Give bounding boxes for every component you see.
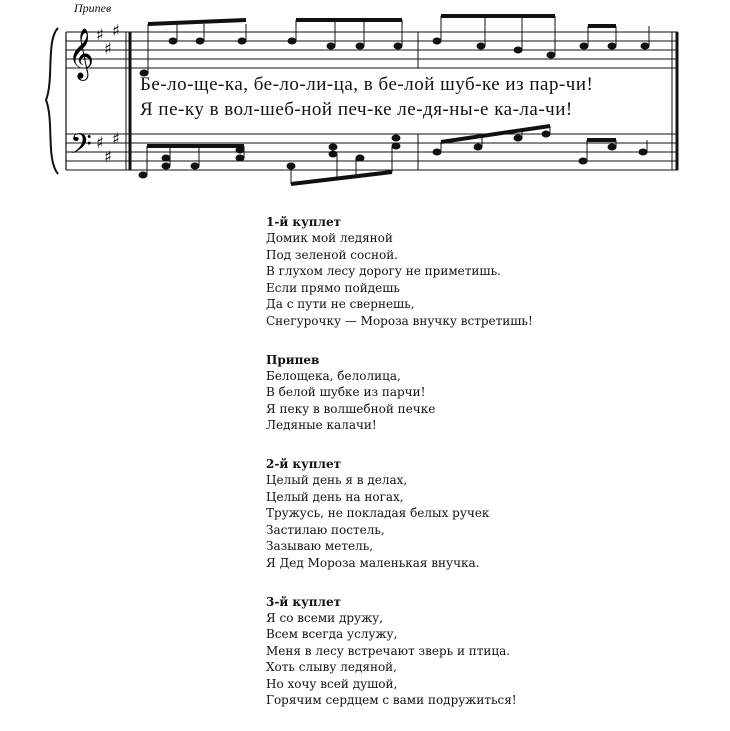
stanza-verse-3	[266, 594, 696, 710]
stanza-line: Под зеленой сосной.	[266, 247, 398, 262]
music-score	[0, 0, 730, 200]
song-text	[266, 214, 696, 731]
stanza-title: Припев	[266, 352, 320, 367]
stanza-line: Всем всегда услужу,	[266, 627, 398, 642]
bass-clef-icon: 𝄢	[70, 128, 92, 168]
bass-notes	[139, 126, 647, 184]
stanza-refrain	[266, 352, 696, 434]
lyrics-line-1: Бе-ло-ще-ка, бе-ло-ли-ца, в бе-лой шуб-ке из пар-чи!	[140, 74, 594, 95]
key-signature-icon	[96, 21, 120, 166]
stanza-line: Зазываю метель,	[266, 539, 374, 554]
treble-staff	[66, 32, 678, 68]
stanza-line: Меня в лесу встречают зверь и птица.	[266, 643, 511, 658]
stanza-line: Белощека, белолица,	[266, 368, 401, 383]
stanza-title: 2-й куплет	[266, 456, 342, 471]
svg-text:♯: ♯	[96, 133, 104, 152]
stanza-line: Я со всеми дружу,	[266, 610, 384, 625]
stanza-line: Домик мой ледяной	[266, 231, 393, 245]
treble-clef-icon: 𝄞	[68, 28, 95, 79]
stanza-line: Целый день я в делах,	[266, 472, 408, 487]
stanza-line: Я Дед Мороза маленькая внучка.	[266, 555, 480, 570]
lyrics-line-2: Я пе-ку в вол-шеб-ной печ-ке ле-дя-ны-е ка-ла-чи!	[140, 99, 573, 120]
grand-staff-brace	[46, 28, 58, 174]
svg-text:♯: ♯	[104, 39, 112, 58]
svg-text:♯: ♯	[112, 129, 120, 148]
stanza-line: Горячим сердцем с вами подружиться!	[266, 693, 517, 708]
stanza-line: Да с пути не свернешь,	[266, 297, 415, 312]
svg-text:♯: ♯	[112, 21, 120, 40]
stanza-line: Целый день на ногах,	[266, 489, 404, 504]
svg-text:♯: ♯	[96, 25, 104, 44]
stanza-line: Но хочу всей душой,	[266, 676, 398, 691]
stanza-verse-1	[266, 214, 696, 330]
stanza-line: Я пеку в волшебной печке	[266, 401, 436, 416]
svg-text:♯: ♯	[104, 147, 112, 166]
stanza-line: Если прямо пойдешь	[266, 280, 400, 295]
stanza-title: 1-й куплет	[266, 215, 342, 229]
refrain-label: Припев	[74, 1, 112, 15]
stanza-line: Тружусь, не покладая белых ручек	[266, 506, 490, 521]
stanza-line: Снегурочку — Мороза внучку встретишь!	[266, 313, 533, 328]
treble-notes	[140, 16, 649, 76]
stanza-line: Застилаю постель,	[266, 522, 385, 537]
stanza-verse-2	[266, 456, 696, 572]
bass-staff	[66, 134, 678, 170]
stanza-line: В глухом лесу дорогу не приметишь.	[266, 264, 501, 279]
stanza-line: В белой шубке из парчи!	[266, 385, 426, 400]
stanza-line: Ледяные калачи!	[266, 418, 377, 433]
stanza-title: 3-й куплет	[266, 594, 342, 609]
stanza-line: Хоть слыву ледяной,	[266, 660, 397, 675]
